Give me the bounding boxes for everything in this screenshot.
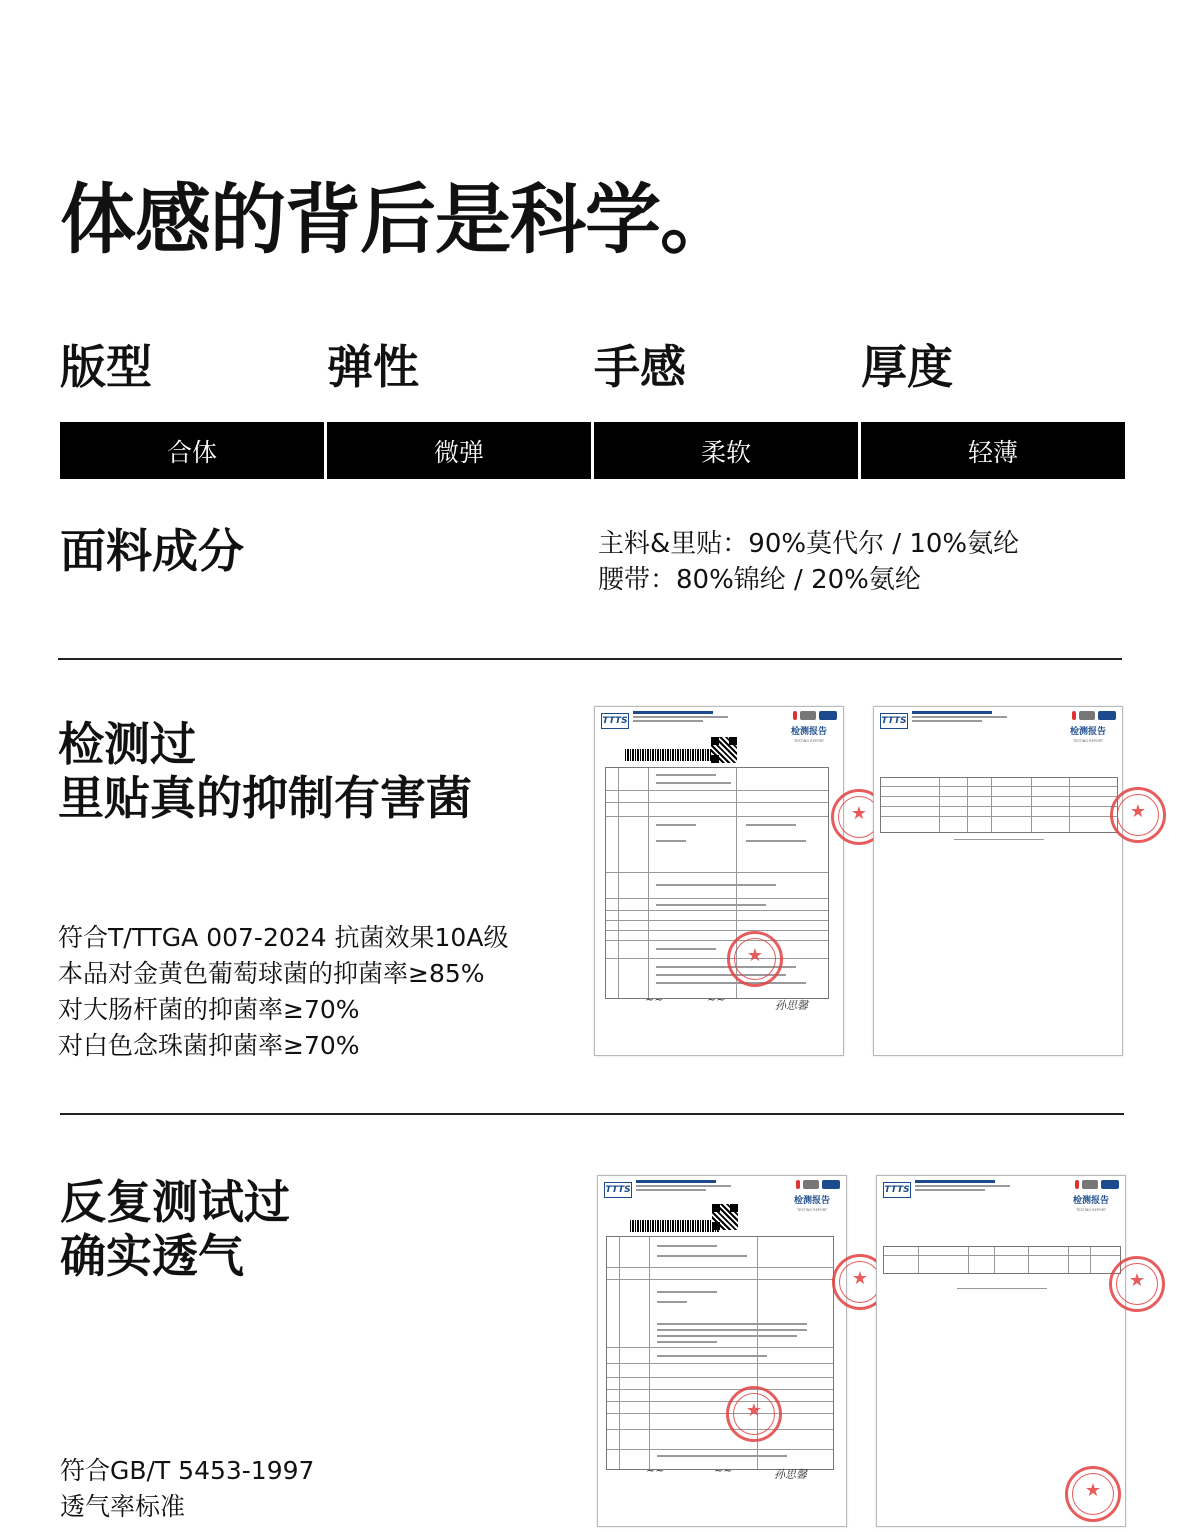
- breathable-heading-line1: 反复测试过: [60, 1175, 290, 1229]
- property-value-feel: 柔软: [594, 422, 858, 479]
- accreditation-badges: [796, 1180, 840, 1189]
- accreditation-badges: [793, 711, 837, 720]
- breathability-report-page2: TTTS 检测报告 TESTING REPORT ★ ★: [876, 1175, 1126, 1527]
- qr-code: [712, 1204, 738, 1230]
- red-seal: ★: [1065, 1466, 1121, 1522]
- breathable-desc-1: 符合GB/T 5453-1997: [60, 1456, 315, 1485]
- page-title: 体感的背后是科学。: [60, 175, 735, 264]
- qr-code: [711, 737, 737, 763]
- property-heading-thickness: 厚度: [861, 340, 953, 394]
- property-heading-elasticity: 弹性: [327, 340, 419, 394]
- ttts-logo: TTTS: [880, 713, 908, 729]
- result-table: [883, 1246, 1121, 1274]
- signature: ~~: [707, 993, 726, 1006]
- ttts-logo: TTTS: [601, 713, 629, 729]
- barcode: [630, 1220, 720, 1232]
- report-title: 检测报告: [1072, 1196, 1109, 1206]
- report-title: 检测报告: [790, 727, 827, 737]
- antibacterial-desc-4: 对白色念珠菌抑菌率≥70%: [58, 1031, 360, 1060]
- property-value-fit: 合体: [60, 422, 324, 479]
- antibacterial-desc-3: 对大肠杆菌的抑菌率≥70%: [58, 995, 360, 1024]
- signature: 孙思馨: [774, 1468, 807, 1481]
- property-value-thickness: 轻薄: [861, 422, 1125, 479]
- barcode: [625, 749, 717, 761]
- antibacterial-desc-1: 符合T/TTGA 007-2024 抗菌效果10A级: [58, 923, 509, 952]
- antibacterial-heading-line1: 检测过: [58, 717, 196, 771]
- antibacterial-report-page1: TTTS 检测报告 TESTING REPORT ★ ★ ~~ ~~ 孙思馨: [594, 706, 844, 1056]
- report-title: 检测报告: [1069, 727, 1106, 737]
- fabric-line-main: 主料&里贴：90%莫代尔 / 10%氨纶: [598, 529, 1020, 559]
- breathability-report-page1: TTTS 检测报告 TESTING REPORT ★ ★ ~~ ~~ 孙思馨: [597, 1175, 847, 1527]
- breathable-desc-2: 透气率标准: [60, 1492, 186, 1521]
- antibacterial-desc-2: 本品对金黄色葡萄球菌的抑菌率≥85%: [58, 959, 485, 988]
- ttts-logo: TTTS: [883, 1182, 911, 1198]
- accreditation-badges: [1072, 711, 1116, 720]
- red-seal: ★: [1110, 787, 1166, 843]
- ttts-logo: TTTS: [604, 1182, 632, 1198]
- result-table: [880, 777, 1118, 833]
- antibacterial-report-page2: TTTS 检测报告 TESTING REPORT ★: [873, 706, 1123, 1056]
- red-seal: ★: [726, 1386, 782, 1442]
- signature: ~~: [645, 993, 664, 1006]
- signature: 孙思馨: [775, 999, 808, 1012]
- divider: [60, 1113, 1124, 1115]
- divider: [58, 658, 1122, 660]
- red-seal: ★: [727, 931, 783, 987]
- report-title: 检测报告: [793, 1196, 830, 1206]
- fabric-heading: 面料成分: [60, 524, 244, 578]
- property-heading-feel: 手感: [594, 340, 686, 394]
- signature: ~~: [714, 1464, 733, 1477]
- red-seal: ★: [831, 789, 887, 845]
- signature: ~~: [646, 1464, 665, 1477]
- breathable-heading-line2: 确实透气: [60, 1229, 244, 1283]
- report-table: [605, 767, 829, 999]
- antibacterial-heading-line2: 里贴真的抑制有害菌: [58, 771, 472, 825]
- report-table: [606, 1236, 834, 1470]
- property-heading-fit: 版型: [60, 340, 152, 394]
- red-seal: ★: [832, 1254, 888, 1310]
- property-value-elasticity: 微弹: [327, 422, 591, 479]
- accreditation-badges: [1075, 1180, 1119, 1189]
- fabric-line-waistband: 腰带：80%锦纶 / 20%氨纶: [598, 565, 921, 595]
- red-seal: ★: [1109, 1256, 1165, 1312]
